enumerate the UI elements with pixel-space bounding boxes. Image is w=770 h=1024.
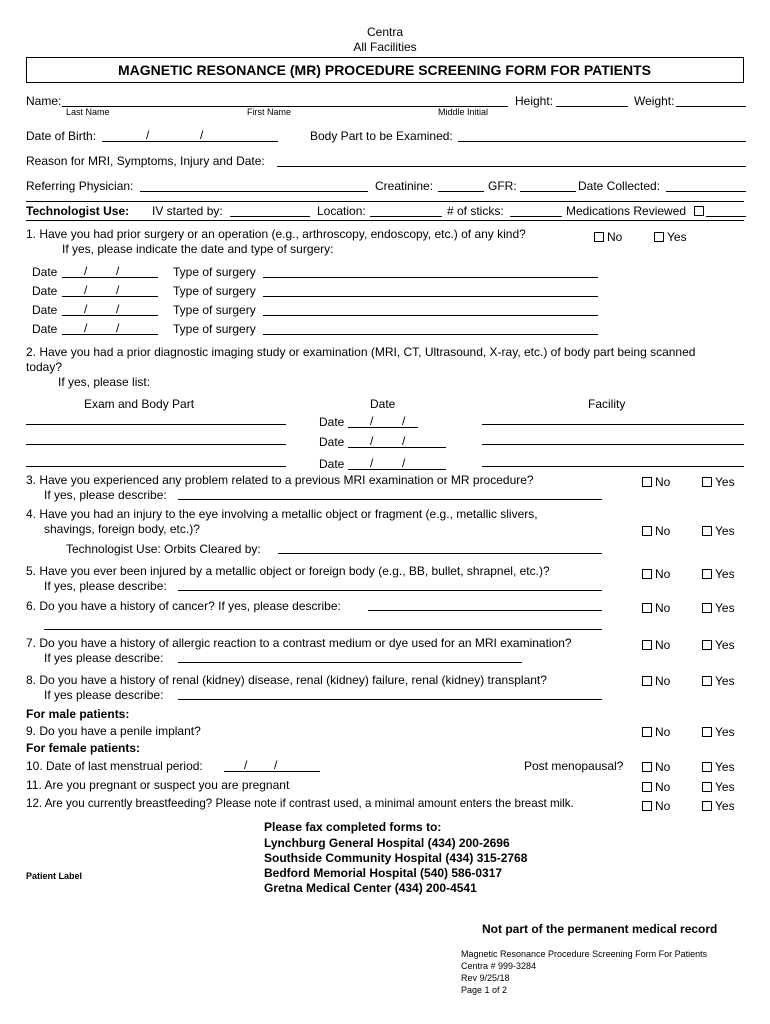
gfr-label: GFR: bbox=[488, 179, 517, 193]
iv-started-field[interactable] bbox=[230, 216, 310, 217]
q9-yes-option[interactable]: Yes bbox=[702, 725, 735, 739]
q4-no-option[interactable]: No bbox=[642, 524, 670, 538]
q7-subtext: If yes please describe: bbox=[44, 651, 164, 665]
imaging-date-label: Date bbox=[319, 435, 345, 449]
date-slash: / bbox=[84, 264, 88, 278]
iv-started-label: IV started by: bbox=[152, 204, 223, 218]
q5-text: 5. Have you ever been injured by a metallic object or foreign body (e.g., BB, bullet, shrapnel, etc.)? bbox=[26, 564, 550, 578]
tech-use-label: Technologist Use: bbox=[26, 204, 130, 218]
first-name-caption: First Name bbox=[247, 107, 292, 117]
q3-no-option[interactable]: No bbox=[642, 475, 670, 489]
checkbox-icon[interactable] bbox=[642, 477, 652, 487]
q6-yes-option[interactable]: Yes bbox=[702, 601, 735, 615]
imaging-date-label: Date bbox=[319, 415, 345, 429]
q1-yes-option[interactable]: Yes bbox=[654, 230, 687, 244]
gfr-field[interactable] bbox=[520, 191, 576, 192]
surgery-date-field[interactable] bbox=[62, 277, 158, 278]
q12-text: 12. Are you currently breastfeeding? Please note if contrast used, a minimal amount enters the breast milk. bbox=[26, 797, 574, 810]
footer-line: Page 1 of 2 bbox=[461, 985, 508, 995]
tech-border-top bbox=[26, 201, 744, 202]
reason-label: Reason for MRI, Symptoms, Injury and Date: bbox=[26, 154, 265, 168]
exam-field[interactable] bbox=[26, 424, 286, 425]
q10-yes-option[interactable]: Yes bbox=[702, 760, 735, 774]
q6-no-option[interactable]: No bbox=[642, 601, 670, 615]
q7-yes-option[interactable]: Yes bbox=[702, 638, 735, 652]
checkbox-icon[interactable] bbox=[654, 232, 664, 242]
meds-reviewed-field[interactable] bbox=[706, 216, 746, 217]
exam-field[interactable] bbox=[26, 466, 286, 467]
q8-describe-field[interactable] bbox=[178, 699, 602, 700]
weight-label: Weight: bbox=[634, 94, 675, 108]
date-slash: / bbox=[370, 456, 374, 470]
q5-yes-option[interactable]: Yes bbox=[702, 567, 735, 581]
sticks-label: # of sticks: bbox=[447, 204, 504, 218]
last-name-caption: Last Name bbox=[66, 107, 110, 117]
not-part-notice: Not part of the permanent medical record bbox=[482, 922, 718, 936]
middle-initial-caption: Middle Initial bbox=[438, 107, 489, 117]
lmp-date-field[interactable] bbox=[224, 771, 320, 772]
orbits-cleared-field[interactable] bbox=[278, 553, 602, 554]
date-slash: / bbox=[116, 283, 120, 297]
q1-subtext: If yes, please indicate the date and type of surgery: bbox=[62, 242, 334, 256]
surgery-date-label: Date bbox=[32, 303, 58, 317]
dob-field[interactable] bbox=[102, 141, 278, 142]
q12-yes-option[interactable]: Yes bbox=[702, 799, 735, 813]
date-slash: / bbox=[402, 414, 406, 428]
q8-text: 8. Do you have a history of renal (kidney) disease, renal (kidney) failure, renal (kidney) transplant? bbox=[26, 673, 547, 687]
date-slash: / bbox=[370, 414, 374, 428]
checkbox-icon[interactable] bbox=[642, 727, 652, 737]
checkbox-icon[interactable] bbox=[642, 762, 652, 772]
referring-field[interactable] bbox=[140, 191, 368, 192]
reason-field[interactable] bbox=[277, 166, 746, 167]
patient-label: Patient Label bbox=[26, 871, 83, 881]
checkbox-icon[interactable] bbox=[702, 640, 712, 650]
checkbox-icon[interactable] bbox=[702, 526, 712, 536]
facilities: All Facilities bbox=[353, 40, 417, 54]
date-collected-label: Date Collected: bbox=[578, 179, 661, 193]
checkbox-icon[interactable] bbox=[702, 762, 712, 772]
surgery-type-label: Type of surgery bbox=[173, 265, 256, 279]
date-slash: / bbox=[116, 264, 120, 278]
imaging-date-field[interactable] bbox=[348, 447, 446, 448]
body-part-label: Body Part to be Examined: bbox=[310, 129, 453, 143]
surgery-date-field[interactable] bbox=[62, 334, 158, 335]
q9-text: 9. Do you have a penile implant? bbox=[26, 724, 201, 738]
q3-yes-option[interactable]: Yes bbox=[702, 475, 735, 489]
meds-reviewed-label: Medications Reviewed bbox=[566, 204, 687, 218]
footer-line: Rev 9/25/18 bbox=[461, 973, 510, 983]
q5-subtext: If yes, please describe: bbox=[44, 579, 167, 593]
checkbox-icon[interactable] bbox=[702, 603, 712, 613]
surgery-date-label: Date bbox=[32, 322, 58, 336]
q5-no-option[interactable]: No bbox=[642, 567, 670, 581]
male-heading: For male patients: bbox=[26, 707, 130, 721]
q6-text: 6. Do you have a history of cancer? If yes, please describe: bbox=[26, 599, 341, 613]
q3-text: 3. Have you experienced any problem related to a previous MRI examination or MR procedure? bbox=[26, 473, 534, 487]
checkbox-icon[interactable] bbox=[642, 526, 652, 536]
q2-subtext: If yes, please list: bbox=[58, 375, 151, 389]
checkbox-icon[interactable] bbox=[702, 801, 712, 811]
tech-border-bottom bbox=[26, 220, 744, 221]
height-field[interactable] bbox=[556, 106, 628, 107]
q1-text: 1. Have you had prior surgery or an operation (e.g., arthroscopy, endoscopy, etc.) of any kind? bbox=[26, 227, 526, 241]
checkbox-icon[interactable] bbox=[702, 727, 712, 737]
q11-no-option[interactable]: No bbox=[642, 780, 670, 794]
q11-yes-option[interactable]: Yes bbox=[702, 780, 735, 794]
q3-describe-field[interactable] bbox=[178, 499, 602, 500]
surgery-date-field[interactable] bbox=[62, 315, 158, 316]
checkbox-icon[interactable] bbox=[642, 569, 652, 579]
facility-field[interactable] bbox=[482, 444, 744, 445]
q6-describe-field[interactable] bbox=[368, 610, 602, 611]
surgery-type-field[interactable] bbox=[263, 334, 598, 335]
date-slash: / bbox=[402, 456, 406, 470]
creatinine-field[interactable] bbox=[438, 191, 484, 192]
exam-field[interactable] bbox=[26, 444, 286, 445]
q10-no-option[interactable]: No bbox=[642, 760, 670, 774]
sticks-field[interactable] bbox=[510, 216, 562, 217]
imaging-date-field[interactable] bbox=[348, 427, 418, 428]
checkbox-icon[interactable] bbox=[702, 569, 712, 579]
facility-field[interactable] bbox=[482, 424, 744, 425]
footer-line: Centra # 999-3284 bbox=[461, 961, 537, 971]
imaging-date-label: Date bbox=[319, 457, 345, 471]
surgery-type-field[interactable] bbox=[263, 296, 598, 297]
q10-text: 10. Date of last menstrual period: bbox=[26, 759, 203, 773]
date-slash: / bbox=[402, 434, 406, 448]
height-label: Height: bbox=[515, 94, 554, 108]
col-date-header: Date bbox=[370, 397, 396, 411]
checkbox-icon[interactable] bbox=[702, 782, 712, 792]
checkbox-icon[interactable] bbox=[642, 782, 652, 792]
q3-subtext: If yes, please describe: bbox=[44, 488, 167, 502]
date-slash: / bbox=[370, 434, 374, 448]
q2-text: 2. Have you had a prior diagnostic imaging study or examination (MRI, CT, Ultrasound, X-ray, etc.) of body part being scanned bbox=[26, 345, 696, 359]
q1-no-option[interactable]: No bbox=[594, 230, 622, 244]
fax-line: Bedford Memorial Hospital (540) 586-0317 bbox=[264, 866, 503, 880]
surgery-date-label: Date bbox=[32, 284, 58, 298]
q7-describe-field[interactable] bbox=[178, 662, 522, 663]
name-label: Name: bbox=[26, 94, 62, 108]
location-label: Location: bbox=[317, 204, 366, 218]
col-facility-header: Facility bbox=[588, 397, 626, 411]
q4-orbits-label: Technologist Use: Orbits Cleared by: bbox=[66, 542, 261, 556]
checkbox-icon[interactable] bbox=[594, 232, 604, 242]
q6-describe-field-2[interactable] bbox=[44, 629, 602, 630]
checkbox-icon[interactable] bbox=[642, 640, 652, 650]
date-slash: / bbox=[274, 758, 278, 772]
q8-subtext: If yes please describe: bbox=[44, 688, 164, 702]
q7-text: 7. Do you have a history of allergic reaction to a contrast medium or dye used for an MRI examination? bbox=[26, 636, 572, 650]
location-field[interactable] bbox=[370, 216, 442, 217]
date-slash: / bbox=[244, 758, 248, 772]
dob-label: Date of Birth: bbox=[26, 129, 97, 143]
q2-text-cont: today? bbox=[26, 360, 63, 374]
date-slash: / bbox=[116, 321, 120, 335]
date-slash: / bbox=[116, 302, 120, 316]
surgery-type-label: Type of surgery bbox=[173, 322, 256, 336]
q8-yes-option[interactable]: Yes bbox=[702, 674, 735, 688]
org-name: Centra bbox=[366, 25, 404, 39]
surgery-type-label: Type of surgery bbox=[173, 303, 256, 317]
q12-no-option[interactable]: No bbox=[642, 799, 670, 813]
surgery-date-field[interactable] bbox=[62, 296, 158, 297]
referring-label: Referring Physician: bbox=[26, 179, 134, 193]
surgery-type-label: Type of surgery bbox=[173, 284, 256, 298]
fax-line: Southside Community Hospital (434) 315-2768 bbox=[264, 851, 528, 865]
date-slash: / bbox=[84, 302, 88, 316]
surgery-type-field[interactable] bbox=[263, 277, 598, 278]
body-part-field[interactable] bbox=[458, 141, 746, 142]
checkbox-icon[interactable] bbox=[702, 676, 712, 686]
q4-yes-option[interactable]: Yes bbox=[702, 524, 735, 538]
q4-text-cont: shavings, foreign body, etc.)? bbox=[44, 522, 200, 536]
q5-describe-field[interactable] bbox=[178, 590, 602, 591]
date-slash: / bbox=[84, 283, 88, 297]
form-title: MAGNETIC RESONANCE (MR) PROCEDURE SCREENING FORM FOR PATIENTS bbox=[117, 62, 652, 78]
date-slash: / bbox=[84, 321, 88, 335]
q9-no-option[interactable]: No bbox=[642, 725, 670, 739]
creatinine-label: Creatinine: bbox=[375, 179, 434, 193]
checkbox-icon[interactable] bbox=[642, 603, 652, 613]
surgery-type-field[interactable] bbox=[263, 315, 598, 316]
dob-slash: / bbox=[200, 128, 204, 142]
q7-no-option[interactable]: No bbox=[642, 638, 670, 652]
female-heading: For female patients: bbox=[26, 741, 141, 755]
fax-heading: Please fax completed forms to: bbox=[264, 820, 442, 834]
post-menopausal-label: Post menopausal? bbox=[524, 759, 624, 773]
imaging-date-field[interactable] bbox=[348, 469, 446, 470]
footer-line: Magnetic Resonance Procedure Screening Form For Patients bbox=[461, 949, 708, 959]
fax-line: Gretna Medical Center (434) 200-4541 bbox=[264, 881, 477, 895]
dob-slash: / bbox=[146, 128, 150, 142]
q4-text: 4. Have you had an injury to the eye involving a metallic object or fragment (e.g., metallic slivers, bbox=[26, 507, 538, 521]
q8-no-option[interactable]: No bbox=[642, 674, 670, 688]
col-exam-header: Exam and Body Part bbox=[84, 397, 195, 411]
checkbox-icon[interactable] bbox=[702, 477, 712, 487]
date-collected-field[interactable] bbox=[666, 191, 746, 192]
facility-field[interactable] bbox=[482, 466, 744, 467]
checkbox-icon[interactable] bbox=[642, 801, 652, 811]
checkbox-icon[interactable] bbox=[642, 676, 652, 686]
meds-reviewed-checkbox[interactable] bbox=[694, 206, 704, 216]
weight-field[interactable] bbox=[676, 106, 746, 107]
surgery-date-label: Date bbox=[32, 265, 58, 279]
q11-text: 11. Are you pregnant or suspect you are pregnant bbox=[26, 778, 290, 792]
title-box bbox=[26, 57, 744, 83]
fax-line: Lynchburg General Hospital (434) 200-2696 bbox=[264, 836, 510, 850]
